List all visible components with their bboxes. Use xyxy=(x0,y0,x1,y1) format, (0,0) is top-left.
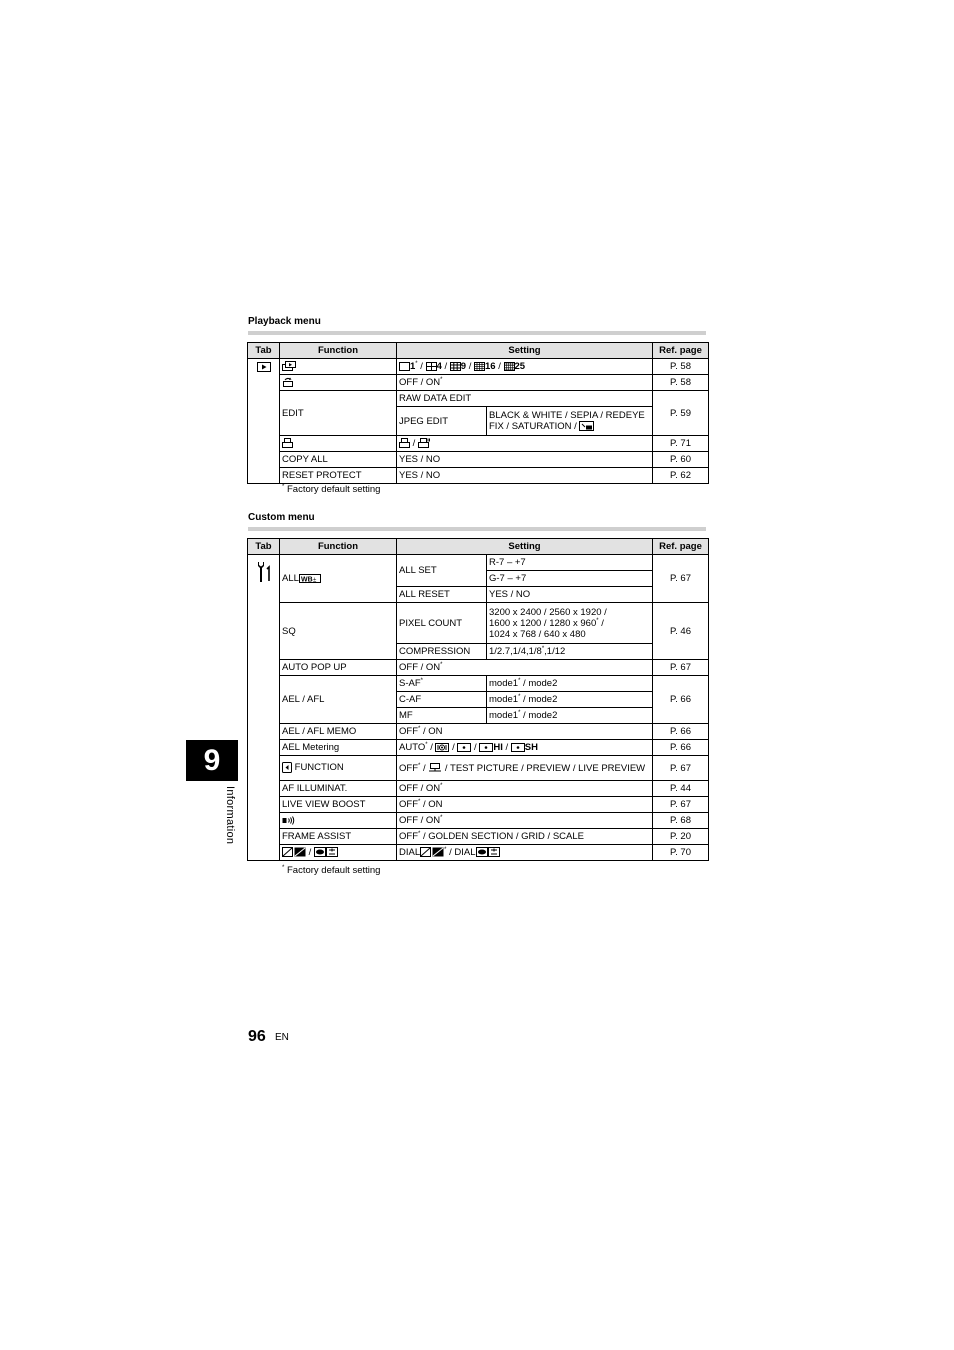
index-display-setting: 1* / 4 / 9 / 16 / 25 xyxy=(397,359,653,375)
spot-sh-metering-icon xyxy=(511,743,525,752)
custom-footnote: * Factory default setting xyxy=(282,865,381,876)
jpeg-edit-options: BLACK & WHITE / SEPIA / REDEYE FIX / SATURATION / xyxy=(487,407,653,436)
all-reset-setting: ALL RESET xyxy=(397,587,487,603)
ael-afl-memo-ref: P. 66 xyxy=(653,724,709,740)
index-display-icon xyxy=(282,361,298,371)
raw-data-edit-setting: RAW DATA EDIT xyxy=(397,391,653,407)
beep-ref: P. 68 xyxy=(653,813,709,829)
rotate-function xyxy=(280,375,397,391)
auto-pop-up-ref: P. 67 xyxy=(653,660,709,676)
wb-compensation-icon xyxy=(299,574,321,583)
all-set-r-range: R-7 – +7 xyxy=(487,555,653,571)
svg-text:±: ± xyxy=(312,577,317,583)
s-af-mode: mode1* / mode2 xyxy=(487,676,653,692)
header-tab: Tab xyxy=(248,343,280,359)
beep-function xyxy=(280,813,397,829)
live-view-boost-setting: OFF* / ON xyxy=(397,797,653,813)
print-order-function xyxy=(280,436,397,452)
frame-assist-ref: P. 20 xyxy=(653,829,709,845)
flash-comp-icon xyxy=(314,847,338,857)
ael-metering-setting: AUTO* / / / HI / SH xyxy=(397,740,653,756)
grid-9-icon xyxy=(450,362,461,371)
playback-footnote: * Factory default setting xyxy=(282,484,381,495)
compression-values: 1/2.7,1/4,1/8*,1/12 xyxy=(487,644,653,660)
svg-text:WB: WB xyxy=(300,576,313,583)
compression-setting: COMPRESSION xyxy=(397,644,487,660)
function-button-setting: OFF* / / TEST PICTURE / PREVIEW / LIVE PREVIEW xyxy=(397,756,653,781)
header-function: Function xyxy=(280,539,397,555)
custom-menu-heading: Custom menu xyxy=(248,512,315,523)
one-touch-wb-icon xyxy=(428,763,442,773)
pixel-count-values: 3200 x 2400 / 2560 x 1920 / 1600 x 1200 / 1280 x 960* / 1024 x 768 / 640 x 480 xyxy=(487,603,653,644)
print-order-setting: / xyxy=(397,436,653,452)
page-number: 96 xyxy=(248,1028,266,1045)
sq-ref: P. 46 xyxy=(653,603,709,660)
auto-pop-up-setting: OFF / ON* xyxy=(397,660,653,676)
dial-flash-comp-icon xyxy=(476,847,500,857)
exposure-comp-icon xyxy=(282,847,306,857)
custom-tab-icon xyxy=(255,561,273,583)
grid-16-icon xyxy=(474,362,485,371)
frame-assist-function: FRAME ASSIST xyxy=(280,829,397,845)
af-illuminat-function: AF ILLUMINAT. xyxy=(280,781,397,797)
header-setting: Setting xyxy=(397,539,653,555)
print-single-icon xyxy=(399,438,410,448)
spot-hi-metering-icon xyxy=(479,743,493,752)
ael-afl-memo-function: AEL / AFL MEMO xyxy=(280,724,397,740)
grid-4-icon xyxy=(426,362,437,371)
ael-afl-function: AEL / AFL xyxy=(280,676,397,724)
playback-heading-rule xyxy=(248,331,706,335)
all-set-setting: ALL SET xyxy=(397,555,487,587)
dial-ref: P. 70 xyxy=(653,845,709,861)
c-af-setting: C-AF xyxy=(397,692,487,708)
edit-ref: P. 59 xyxy=(653,391,709,436)
pixel-count-setting: PIXEL COUNT xyxy=(397,603,487,644)
beep-setting: OFF / ON* xyxy=(397,813,653,829)
rotate-icon xyxy=(282,377,294,387)
center-weighted-metering-icon xyxy=(457,743,471,752)
mf-setting: MF xyxy=(397,708,487,724)
af-illuminat-ref: P. 44 xyxy=(653,781,709,797)
custom-heading-rule xyxy=(248,527,706,531)
ael-metering-function: AEL Metering xyxy=(280,740,397,756)
header-function: Function xyxy=(280,343,397,359)
reset-protect-setting: YES / NO xyxy=(397,468,653,484)
rotate-ref: P. 58 xyxy=(653,375,709,391)
dial-setting: DIAL * / DIAL xyxy=(397,845,653,861)
all-reset-value: YES / NO xyxy=(487,587,653,603)
all-wb-function: ALL WB ± xyxy=(280,555,397,603)
reset-protect-function: RESET PROTECT xyxy=(280,468,397,484)
function-button-function: FUNCTION xyxy=(280,756,397,781)
live-view-boost-function: LIVE VIEW BOOST xyxy=(280,797,397,813)
all-set-g-range: G-7 – +7 xyxy=(487,571,653,587)
playback-tab-icon xyxy=(257,362,271,372)
reset-protect-ref: P. 62 xyxy=(653,468,709,484)
header-ref-page: Ref. page xyxy=(653,343,709,359)
mf-mode: mode1* / mode2 xyxy=(487,708,653,724)
copy-all-ref: P. 60 xyxy=(653,452,709,468)
ael-afl-ref: P. 66 xyxy=(653,676,709,724)
playback-tab-cell xyxy=(248,359,280,484)
auto-pop-up-function: AUTO POP UP xyxy=(280,660,397,676)
print-all-icon xyxy=(418,438,431,448)
c-af-mode: mode1* / mode2 xyxy=(487,692,653,708)
playback-menu-heading: Playback menu xyxy=(248,316,321,327)
header-setting: Setting xyxy=(397,343,653,359)
page-language: EN xyxy=(275,1032,289,1043)
function-button-icon xyxy=(282,762,292,773)
grid-25-icon xyxy=(504,362,515,371)
s-af-setting: S-AF* xyxy=(397,676,487,692)
custom-menu-table xyxy=(247,538,709,861)
ael-afl-memo-setting: OFF* / ON xyxy=(397,724,653,740)
live-view-boost-ref: P. 67 xyxy=(653,797,709,813)
function-button-ref: P. 67 xyxy=(653,756,709,781)
rotate-setting: OFF / ON* xyxy=(397,375,653,391)
beep-icon xyxy=(282,816,296,825)
copy-all-function: COPY ALL xyxy=(280,452,397,468)
print-order-ref: P. 71 xyxy=(653,436,709,452)
copy-all-setting: YES / NO xyxy=(397,452,653,468)
ael-metering-ref: P. 66 xyxy=(653,740,709,756)
playback-menu-table xyxy=(247,342,709,484)
chapter-number: 9 xyxy=(203,744,221,777)
header-ref-page: Ref. page xyxy=(653,539,709,555)
print-order-icon xyxy=(282,438,293,448)
dial-function: / xyxy=(280,845,397,861)
chapter-label: Information xyxy=(224,786,236,845)
sq-function: SQ xyxy=(280,603,397,660)
frame-assist-setting: OFF* / GOLDEN SECTION / GRID / SCALE xyxy=(397,829,653,845)
crop-icon xyxy=(579,421,594,431)
dial-exposure-comp-icon xyxy=(420,847,444,857)
af-illuminat-setting: OFF / ON* xyxy=(397,781,653,797)
header-tab: Tab xyxy=(248,539,280,555)
edit-function: EDIT xyxy=(280,391,397,436)
jpeg-edit-setting: JPEG EDIT xyxy=(397,407,487,436)
custom-tab-cell xyxy=(248,555,280,861)
esp-metering-icon xyxy=(435,743,449,752)
index-display-ref: P. 58 xyxy=(653,359,709,375)
all-wb-ref: P. 67 xyxy=(653,555,709,603)
single-frame-icon xyxy=(399,362,410,371)
index-display-function xyxy=(280,359,397,375)
